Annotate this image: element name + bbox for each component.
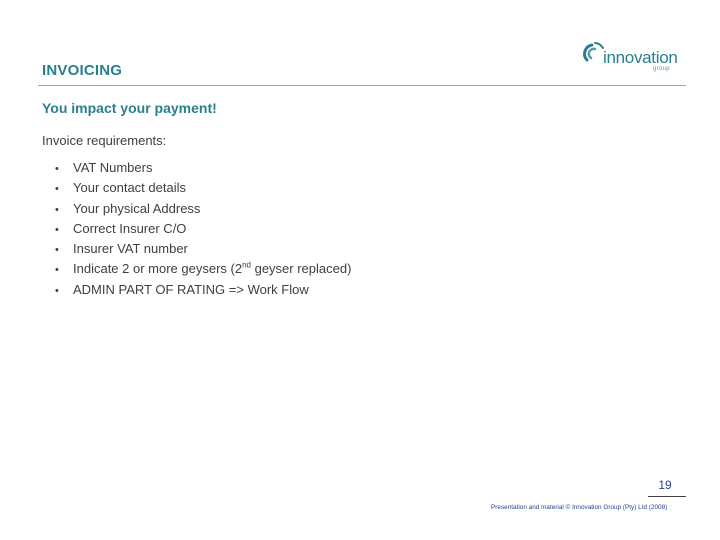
intro-text: Invoice requirements:	[42, 133, 167, 148]
list-item	[55, 158, 351, 178]
copyright-footer: Presentation and material © Innovation Group (Pty) Ltd (2008)	[491, 504, 668, 511]
bullet-icon: •	[55, 203, 59, 216]
bullet-icon: •	[55, 244, 59, 257]
innovation-group-logo	[583, 36, 687, 76]
list-item-text: Insurer VAT number	[73, 241, 188, 257]
list-item	[55, 239, 351, 259]
list-item-text-before: Indicate 2 or more geysers (2	[73, 261, 243, 277]
list-item	[55, 259, 351, 279]
logo-swirl-icon	[583, 40, 605, 66]
bullet-icon: •	[55, 264, 59, 277]
bullet-icon: •	[55, 163, 59, 175]
requirements-list	[55, 158, 351, 300]
ordinal-suffix: nd	[242, 261, 251, 271]
list-item	[55, 219, 351, 239]
slide-title: INVOICING	[42, 62, 123, 79]
bullet-icon: •	[55, 183, 59, 196]
list-item-text-after: geyser replaced)	[250, 261, 352, 277]
bullet-icon: •	[55, 223, 59, 236]
list-item-text: ADMIN PART OF RATING => Work Flow	[73, 281, 309, 297]
page-number: 19	[658, 478, 672, 492]
list-item	[55, 178, 351, 198]
list-item-text: Correct Insurer C/O	[73, 220, 187, 236]
logo-subtext: group	[653, 66, 670, 72]
list-item-text: Your contact details	[73, 180, 186, 196]
list-item-text: VAT Numbers	[73, 160, 153, 175]
header-divider	[38, 85, 686, 86]
list-item	[55, 199, 351, 219]
bullet-icon: •	[55, 284, 59, 297]
page-number-underline	[648, 496, 686, 497]
slide-subtitle: You impact your payment!	[42, 100, 217, 116]
list-item-text: Your physical Address	[73, 200, 201, 216]
list-item	[55, 280, 351, 300]
logo-wordmark: innovation	[603, 48, 678, 67]
